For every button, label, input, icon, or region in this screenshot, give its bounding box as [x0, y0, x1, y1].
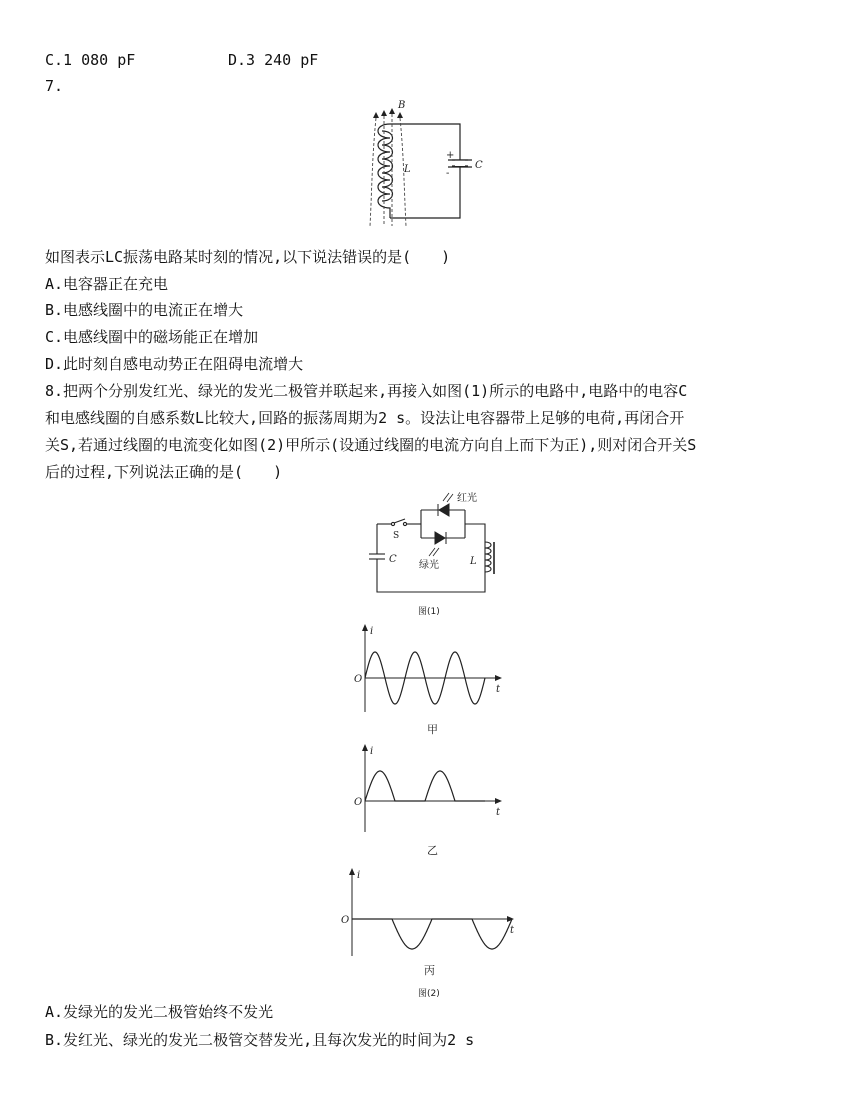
q8-stem-line-1: 8.把两个分别发红光、绿光的发光二极管并联起来,再接入如图(1)所示的电路中,电路中的电容C	[45, 382, 688, 400]
q7-label-b: B	[398, 100, 406, 111]
q7-lc-circuit-figure	[360, 98, 500, 233]
q8-circuit-figure	[365, 490, 505, 600]
q7-option-c: C.电感线圈中的磁场能正在增加	[45, 328, 259, 346]
q7-plus-sign: +	[446, 150, 455, 161]
q8-stem-line-2: 和电感线圈的自感系数L比较大,回路的振荡周期为2 s。设法让电容器带上足够的电荷,再闭合开	[45, 409, 685, 427]
graph-jia-o: O	[354, 674, 363, 685]
graph-yi-i: i	[370, 746, 374, 757]
q8-option-a: A.发绿光的发光二极管始终不发光	[45, 1003, 274, 1021]
graph-yi-label: 乙	[427, 844, 438, 857]
graph-yi-t: t	[496, 807, 501, 818]
q8-label-red: 红光	[457, 493, 477, 504]
graph-bing	[330, 866, 520, 958]
q8-stem-line-4: 后的过程,下列说法正确的是( )	[45, 463, 283, 481]
q7-number: 7.	[45, 77, 64, 95]
q7-option-b: B.电感线圈中的电流正在增大	[45, 301, 244, 319]
q7-label-c: C	[475, 160, 483, 171]
graph-bing-t: t	[510, 925, 515, 936]
q7-stem: 如图表示LC振荡电路某时刻的情况,以下说法错误的是( )	[45, 248, 451, 266]
q8-stem-line-3: 关S,若通过线圈的电流变化如图(2)甲所示(设通过线圈的电流方向自上而下为正),则对闭合开关S	[45, 436, 697, 454]
q8-label-green: 绿光	[419, 560, 439, 571]
option-c-prev: C.1 080 pF	[45, 51, 136, 69]
graph-bing-label: 丙	[424, 964, 435, 977]
q7-option-d: D.此时刻自感电动势正在阻碍电流增大	[45, 355, 304, 373]
q8-figure1-caption: 图(1)	[418, 607, 440, 617]
q7-option-a: A.电容器正在充电	[45, 275, 169, 293]
q8-label-c: C	[389, 554, 397, 565]
q7-minus-sign: -	[446, 168, 450, 179]
q8-label-s: S	[393, 531, 400, 541]
graph-bing-o: O	[341, 915, 350, 926]
q7-label-l: L	[404, 164, 411, 175]
graph-jia-t: t	[496, 684, 501, 695]
graph-bing-i: i	[357, 870, 361, 881]
option-d-prev: D.3 240 pF	[228, 51, 319, 69]
graph-jia-i: i	[370, 626, 374, 637]
graph-jia	[338, 622, 508, 714]
q8-label-l: L	[470, 556, 477, 567]
q8-figure2-caption: 图(2)	[418, 989, 440, 999]
graph-jia-label: 甲	[427, 723, 438, 736]
graph-yi	[338, 742, 508, 834]
q8-option-b: B.发红光、绿光的发光二极管交替发光,且每次发光的时间为2 s	[45, 1031, 475, 1049]
graph-yi-o: O	[354, 797, 363, 808]
